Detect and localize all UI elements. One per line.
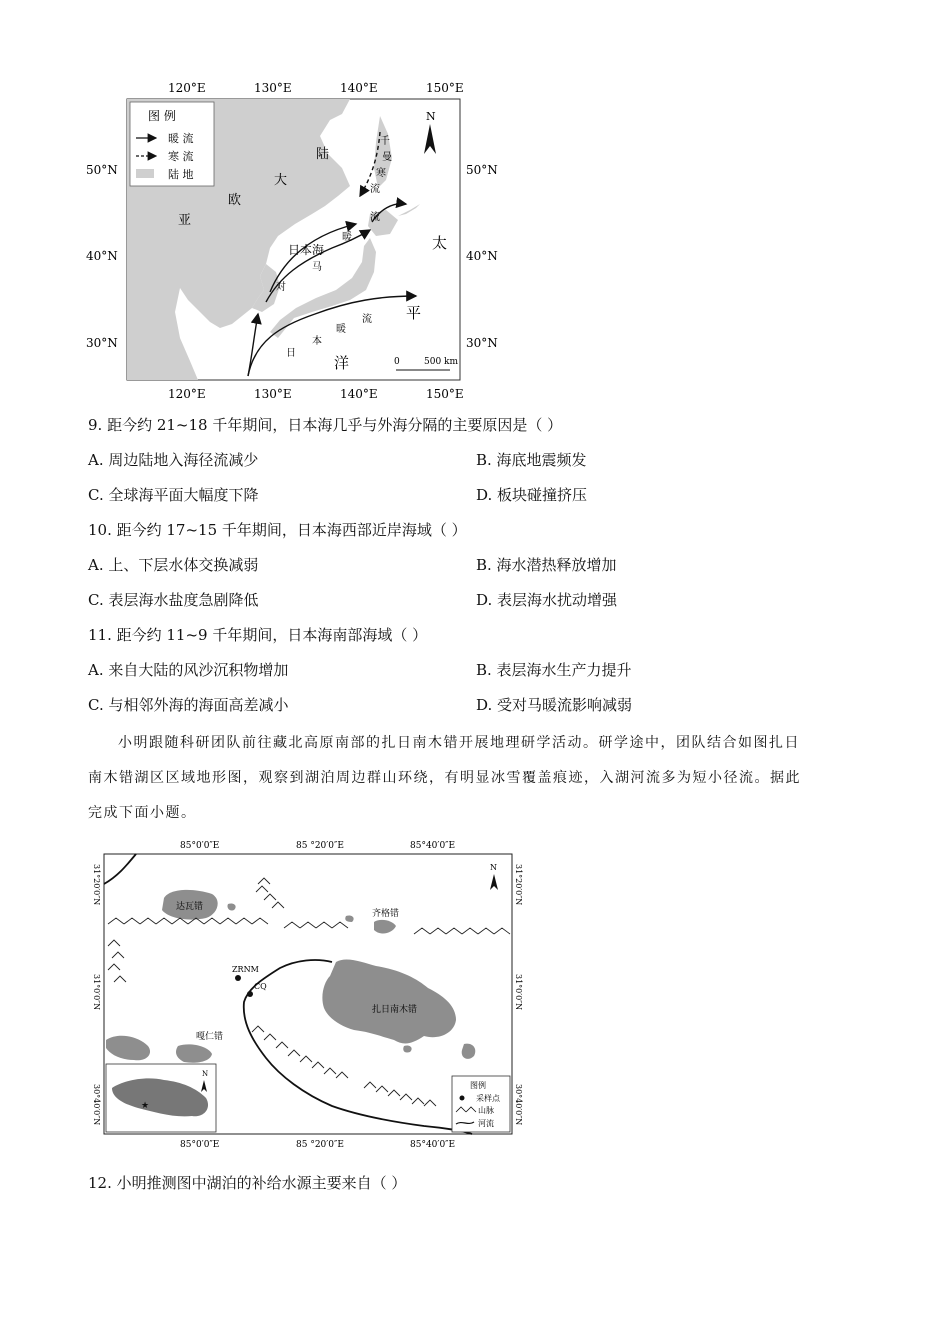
zhari-namco-map: [84, 836, 534, 1154]
label-yang: 洋: [334, 354, 350, 372]
map1-north-label: N: [426, 110, 436, 123]
lake-dawa-label: 达瓦错: [176, 902, 204, 912]
map1-right-lat-50: 50°N: [466, 163, 498, 177]
map1-top-lon-120: 120°E: [168, 81, 206, 95]
map2-legend-point: 采样点: [476, 1094, 500, 1103]
map2-top-lon-2: 85 °20′0″E: [296, 841, 344, 851]
label-tsushima-nuan: 暖: [342, 232, 352, 243]
q9-stem: 9. 距今约 21~18 千年期间，日本海几乎与外海分隔的主要原因是（ ）: [88, 416, 563, 434]
map2-legend-river: 河流: [478, 1119, 494, 1128]
map2-left-lat-3: 30°40′0″N: [92, 1084, 101, 1126]
q11-option-b[interactable]: B. 表层海水生产力提升: [476, 661, 632, 679]
q12-stem: 12. 小明推测图中湖泊的补给水源主要来自（ ）: [88, 1174, 407, 1192]
map2-left-lat-2: 31°0′0″N: [92, 974, 101, 1011]
map2-top-lon-1: 85°0′0″E: [180, 841, 220, 851]
map1-legend-land: 陆 地: [168, 168, 194, 181]
q11-option-d[interactable]: D. 受对马暖流影响减弱: [476, 696, 633, 714]
lake-qige-label: 齐格错: [372, 909, 400, 919]
lake-zari-south-2: [403, 1045, 411, 1052]
inset-north-label: N: [202, 1070, 209, 1078]
label-ping: 平: [406, 304, 422, 322]
map1-right-lat-40: 40°N: [466, 249, 498, 263]
map1-legend: [130, 102, 214, 186]
map2-legend-title: 图例: [470, 1081, 486, 1090]
q11-stem: 11. 距今约 11~9 千年期间，日本海南部海域（ ）: [88, 626, 428, 644]
map1-right-lat-30: 30°N: [466, 336, 498, 350]
map1-scale-km: 500 km: [424, 357, 459, 367]
q10-option-a[interactable]: A. 上、下层水体交换减弱: [88, 556, 259, 574]
lake-ga-label: 嘎仁错: [196, 1032, 224, 1042]
label-japan-sea: 日本海: [288, 243, 325, 257]
map1-legend-cold: 寒 流: [168, 150, 194, 163]
label-liman-3: 寒: [376, 168, 386, 179]
sample-point-cq: [247, 991, 253, 997]
q9-option-c[interactable]: C. 全球海平面大幅度下降: [88, 486, 259, 504]
passage-line-1: 小明跟随科研团队前往藏北高原南部的扎日南木错开展地理研学活动。研学途中，团队结合如图扎日: [118, 735, 800, 751]
map2-north-label: N: [490, 863, 497, 872]
map2-right-lat-3: 30°40′0″N: [514, 1084, 523, 1126]
map1-bottom-lon-150: 150°E: [426, 387, 464, 401]
q10-stem: 10. 距今约 17~15 千年期间，日本海西部近岸海域（ ）: [88, 521, 467, 539]
label-tsushima-dui: 对: [276, 282, 286, 293]
map2-bottom-lon-3: 85°40′0″E: [410, 1140, 456, 1150]
label-kuroshio-nuan: 暖: [336, 324, 346, 335]
q10-option-b[interactable]: B. 海水潜热释放增加: [476, 556, 617, 574]
label-liman-4: 流: [370, 184, 380, 195]
map2-bottom-lon-2: 85 °20′0″E: [296, 1140, 344, 1150]
map2-right-lat-1: 31°20′0″N: [514, 864, 523, 906]
passage-line-2: 南木错湖区区域地形图，观察到湖泊周边群山环绕，有明显冰雪覆盖痕迹，入湖河流多为短小径流。据此: [88, 770, 801, 786]
label-kuroshio-ri: 日: [286, 348, 296, 359]
map1-bottom-lon-120: 120°E: [168, 387, 206, 401]
map1-legend-title: 图 例: [148, 109, 176, 123]
label-ya: 亚: [178, 213, 192, 228]
map1-top-lon-130: 130°E: [254, 81, 292, 95]
map2-legend-mountain: 山脉: [478, 1106, 494, 1115]
map1-top-lon-140: 140°E: [340, 81, 378, 95]
map2-top-lon-3: 85°40′0″E: [410, 841, 456, 851]
q9-option-a[interactable]: A. 周边陆地入海径流减少: [88, 451, 259, 469]
label-lu: 陆: [316, 147, 330, 162]
label-kuroshio-liu: 流: [362, 314, 372, 325]
q11-option-c[interactable]: C. 与相邻外海的海面高差减小: [88, 696, 289, 714]
q10-option-d[interactable]: D. 表层海水扰动增强: [476, 591, 618, 609]
inset-star-icon: ★: [141, 1101, 150, 1111]
map1-bottom-lon-130: 130°E: [254, 387, 292, 401]
map2-bottom-lon-1: 85°0′0″E: [180, 1140, 220, 1150]
sample-label-zrnm: ZRNM: [232, 965, 259, 974]
q10-option-c[interactable]: C. 表层海水盐度急剧降低: [88, 591, 259, 609]
label-liman-2: 曼: [382, 152, 392, 163]
sample-label-cq: CQ: [254, 982, 267, 991]
label-liman-1: 千: [380, 136, 390, 147]
lake-zari-label: 扎日南木错: [372, 1005, 418, 1015]
map2-left-lat-1: 31°20′0″N: [92, 864, 101, 906]
label-da: 大: [274, 173, 288, 188]
q11-option-a[interactable]: A. 来自大陆的风沙沉积物增加: [88, 661, 289, 679]
japan-sea-map: [80, 76, 500, 406]
q9-option-b[interactable]: B. 海底地震频发: [476, 451, 587, 469]
tibet-inset: [106, 1064, 216, 1132]
sample-point-zrnm: [235, 975, 241, 981]
label-tai: 太: [432, 234, 448, 252]
map1-top-lon-150: 150°E: [426, 81, 464, 95]
label-tsugaru-liu: 流: [370, 212, 380, 223]
label-kuroshio-ben: 本: [312, 336, 322, 347]
map1-left-lat-50: 50°N: [86, 163, 118, 177]
passage-line-3: 完成下面小题。: [88, 805, 197, 821]
label-ou: 欧: [228, 193, 242, 208]
map1-bottom-lon-140: 140°E: [340, 387, 378, 401]
label-tsushima-ma: 马: [312, 262, 322, 273]
map2-right-lat-2: 31°0′0″N: [514, 974, 523, 1011]
map1-left-lat-40: 40°N: [86, 249, 118, 263]
q9-option-d[interactable]: D. 板块碰撞挤压: [476, 486, 588, 504]
map2-legend: [452, 1076, 510, 1132]
map1-scale-zero: 0: [394, 357, 400, 367]
map1-legend-warm: 暖 流: [168, 132, 194, 145]
map1-left-lat-30: 30°N: [86, 336, 118, 350]
